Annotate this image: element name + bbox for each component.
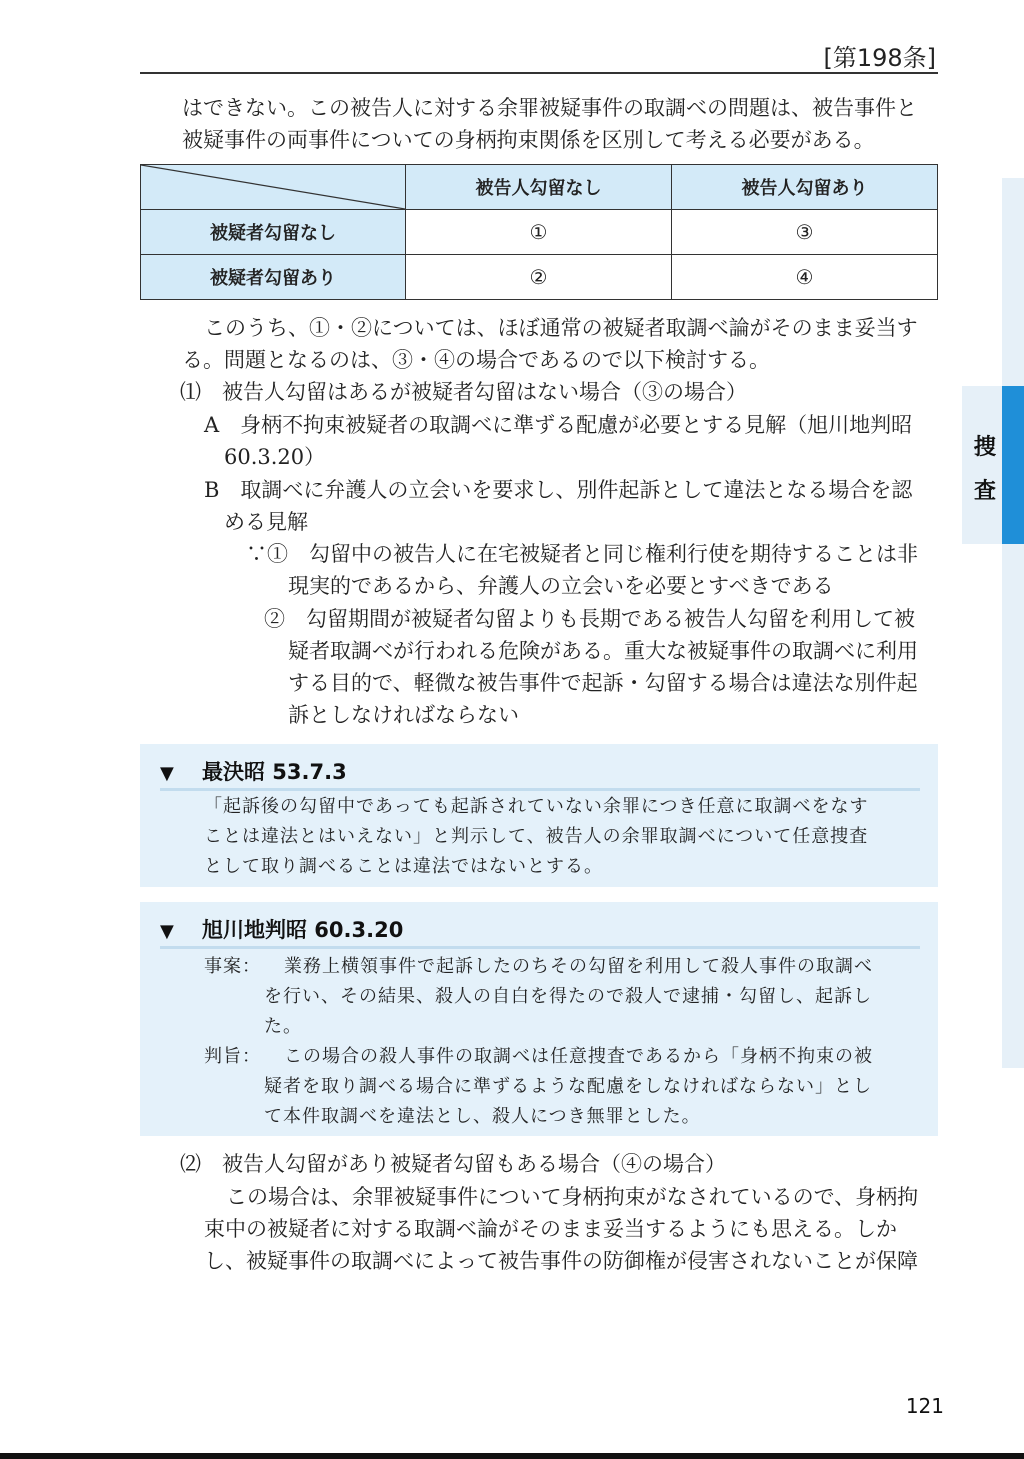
reason-1-line-2: 現実的であるから、弁護人の立会いを必要とすべきである (288, 574, 834, 598)
running-head-article: [第198条] (823, 44, 936, 72)
section-2-heading (180, 1148, 726, 1180)
facts-line: 業務上横領事件で起訴したのちその勾留を利用して殺人事件の取調べ (284, 956, 873, 977)
facts-line: た。 (264, 1016, 302, 1037)
section-2-line: し、被疑事件の取調べによって被告事件の防御権が侵害されないことが保障 (204, 1249, 918, 1273)
section-2-line: この場合は、余罪被疑事件について身柄拘束がなされているので、身柄拘 (226, 1185, 919, 1209)
section-2-heading-text: ⑵ 被告人勾留があり被疑者勾留もある場合（④の場合） (180, 1152, 726, 1176)
side-tab-investigation[interactable] (962, 386, 1024, 544)
reason-2-line-2: 疑者取調べが行われる危険がある。重大な被疑事件の取調べに利用 (288, 639, 918, 663)
header-rule (140, 72, 938, 74)
bottom-edge-band (0, 1453, 1024, 1459)
page-number: 121 (905, 1394, 944, 1418)
body-paragraph-1 (182, 312, 918, 376)
col-header-no-defendant-detention: 被告人勾留なし (406, 165, 672, 210)
view-a-line-2: 60.3.20） (224, 445, 326, 469)
table-row (141, 210, 938, 255)
row-header-suspect-detention: 被疑者勾留あり (141, 255, 406, 300)
table-corner-cell (141, 165, 406, 210)
diagonal-line (141, 165, 405, 209)
intro-paragraph (182, 92, 917, 156)
case-divider (160, 788, 920, 791)
body-line: このうち、①・②については、ほぼ通常の被疑者取調べ論がそのまま妥当す (204, 316, 918, 340)
reason-2-line-4: 訴としなければならない (288, 703, 519, 727)
table-row (141, 255, 938, 300)
table-cell: ② (406, 255, 672, 300)
reason-1 (246, 538, 918, 602)
facts-line: を行い、その結果、殺人の自白を得たので殺人で逮捕・勾留し、起訴し (264, 986, 872, 1007)
col-header-defendant-detention: 被告人勾留あり (672, 165, 938, 210)
triangle-down-icon: ▼ (160, 921, 174, 942)
view-b (204, 474, 912, 538)
facts-label: 事案： (204, 956, 261, 977)
case-title-text: 旭川地判昭 60.3.20 (202, 918, 404, 942)
reason-2 (264, 603, 918, 731)
row-header-no-suspect-detention: 被疑者勾留なし (141, 210, 406, 255)
body-line: る。問題となるのは、③・④の場合であるので以下検討する。 (182, 348, 770, 372)
facts-text (264, 952, 873, 1042)
table-cell: ① (406, 210, 672, 255)
case-text-line: 「起訴後の勾留中であっても起訴されていない余罪につき任意に取調べをなす (204, 796, 869, 817)
case-title (160, 756, 347, 786)
side-tab-label (972, 426, 998, 514)
holding-label: 判旨： (204, 1046, 261, 1067)
case-divider (160, 946, 920, 949)
table-cell: ④ (672, 255, 938, 300)
reason-2-line-1: ② 勾留期間が被疑者勾留よりも長期である被告人勾留を利用して被 (264, 607, 915, 631)
side-thumb-strip (1002, 178, 1024, 1068)
view-a-line-1: A 身柄不拘束被疑者の取調べに準ずる配慮が必要とする見解（旭川地判昭 (204, 413, 913, 437)
intro-line-2: 被疑事件の両事件についての身柄拘束関係を区別して考える必要がある。 (182, 128, 875, 152)
case-text (204, 792, 868, 882)
view-a (204, 409, 912, 473)
section-1-heading-text: ⑴ 被告人勾留はあるが被疑者勾留はない場合（③の場合） (180, 380, 747, 404)
holding-line: て本件取調べを違法とし、殺人につき無罪とした。 (264, 1106, 701, 1127)
side-tab-char-1: 捜 (973, 435, 996, 460)
case-box-supreme-court-1978 (140, 744, 938, 887)
detention-matrix-table (140, 164, 938, 300)
reason-1-line-1: ∵① 勾留中の被告人に在宅被疑者と同じ権利行使を期待することは非 (246, 542, 918, 566)
section-1-heading (180, 376, 747, 408)
case-title-text: 最決昭 53.7.3 (202, 760, 347, 784)
triangle-down-icon: ▼ (160, 763, 174, 784)
case-box-asahikawa-1985 (140, 902, 938, 1136)
case-title (160, 914, 403, 944)
view-b-line-2: める見解 (224, 510, 308, 534)
side-tab-accent-bar (1002, 386, 1024, 544)
holding-line: この場合の殺人事件の取調べは任意捜査であるから「身柄不拘束の被 (284, 1046, 873, 1067)
table-cell: ③ (672, 210, 938, 255)
holding-line: 疑者を取り調べる場合に準ずるような配慮をしなければならない」とし (264, 1076, 872, 1097)
reason-2-line-3: する目的で、軽微な被告事件で起訴・勾留する場合は違法な別件起 (288, 671, 918, 695)
case-text-line: として取り調べることは違法ではないとする。 (204, 856, 603, 877)
side-tab-char-2: 査 (973, 479, 996, 504)
intro-line-1: はできない。この被告人に対する余罪被疑事件の取調べの問題は、被告事件と (182, 96, 917, 120)
holding-text (264, 1042, 873, 1132)
section-2-paragraph (204, 1181, 918, 1277)
section-2-line: 束中の被疑者に対する取調べ論がそのまま妥当するようにも思える。しか (204, 1217, 897, 1241)
view-b-line-1: B 取調べに弁護人の立会いを要求し、別件起訴として違法となる場合を認 (204, 478, 913, 502)
case-text-line: ことは違法とはいえない」と判示して、被告人の余罪取調べについて任意捜査 (204, 826, 869, 847)
